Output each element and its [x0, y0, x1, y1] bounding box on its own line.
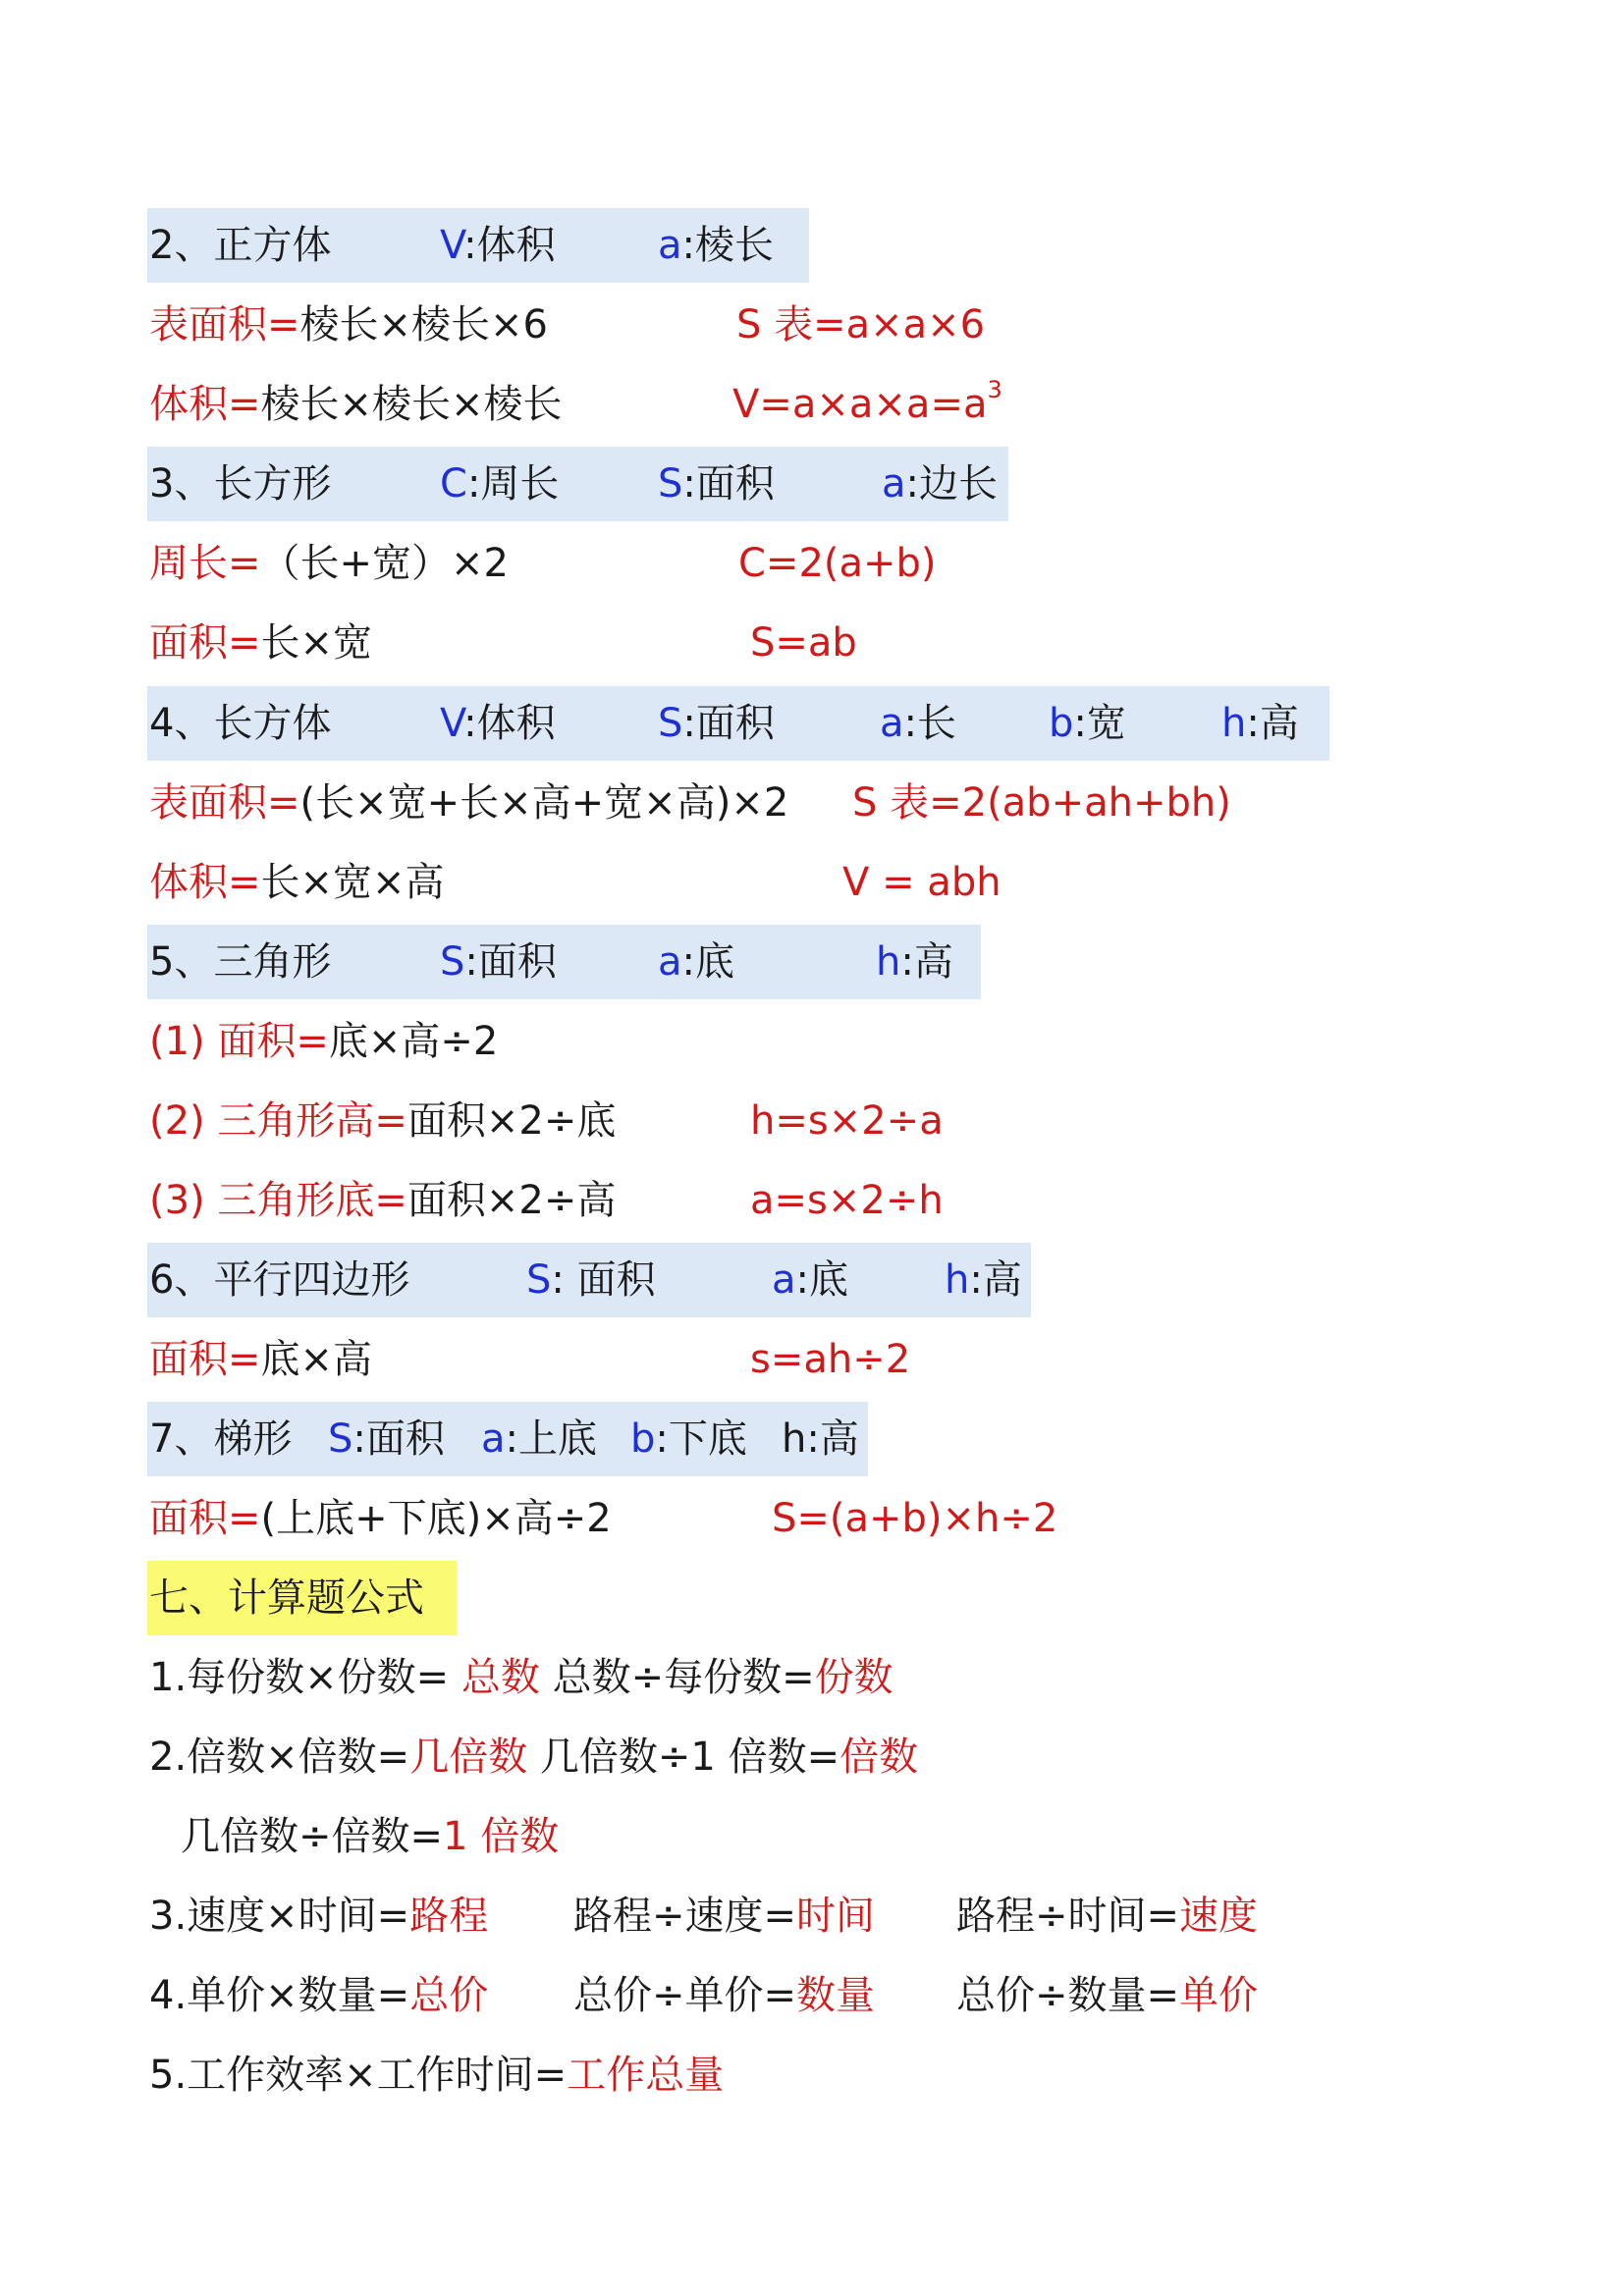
- triangle-r1-label: (1) 面积=: [149, 1019, 329, 1064]
- cube-a-def: a:棱长: [658, 223, 774, 268]
- triangle-heading-title: 5、三角形: [149, 939, 332, 985]
- trapezoid-a-def: a:上底: [481, 1416, 597, 1462]
- rect-area-body: 长×宽: [260, 620, 373, 666]
- parallelogram-area-label: 面积=: [149, 1337, 261, 1382]
- parallelogram-a-def: a:底: [772, 1257, 848, 1303]
- trapezoid-area-formula: S=(a+b)×h÷2: [772, 1496, 1058, 1541]
- triangle-r2-label: (2) 三角形高=: [149, 1098, 407, 1144]
- trapezoid-heading-title: 7、梯形: [149, 1416, 293, 1462]
- trapezoid-b-def: b:下底: [630, 1416, 747, 1462]
- rect-heading-title: 3、长方形: [149, 461, 332, 507]
- cuboid-h-def: h:高: [1221, 701, 1299, 746]
- parallelogram-h-def: h:高: [945, 1257, 1022, 1303]
- cube-heading-title: 2、正方体: [149, 223, 332, 268]
- rect-per-formula: C=2(a+b): [738, 541, 937, 586]
- cube-area-body: 棱长×棱长×6: [299, 302, 548, 347]
- cuboid-vol-body: 长×宽×高: [260, 860, 445, 905]
- rect-area-formula: S=ab: [750, 620, 857, 666]
- triangle-r2-formula: h=s×2÷a: [750, 1098, 944, 1144]
- cuboid-area-formula: S 表=2(ab+ah+bh): [852, 780, 1231, 826]
- cube-vol-formula: $V=a\times a\times a=a^3$: [732, 375, 1002, 427]
- cuboid-vol-label: 体积=: [149, 860, 261, 905]
- parallelogram-area-formula: s=ah÷2: [750, 1337, 911, 1382]
- triangle-r2-body: 面积×2÷底: [406, 1098, 617, 1144]
- triangle-r3-label: (3) 三角形底=: [149, 1178, 407, 1223]
- cuboid-b-def: b:宽: [1049, 701, 1126, 746]
- trapezoid-area-label: 面积=: [149, 1496, 261, 1541]
- cube-area-label: 表面积=: [149, 302, 300, 347]
- rect-per-body: （长+宽）×2: [260, 541, 509, 586]
- parallelogram-area-body: 底×高: [260, 1337, 373, 1382]
- cuboid-area-body: (长×宽+长×高+宽×高)×2: [299, 780, 789, 826]
- cuboid-a-def: a:长: [880, 701, 956, 746]
- cuboid-heading-title: 4、长方体: [149, 701, 332, 746]
- cube-area-formula: S 表=a×a×6: [736, 302, 986, 347]
- rect-a-def: a:边长: [882, 461, 998, 507]
- cube-vol-body: 棱长×棱长×棱长: [260, 382, 563, 427]
- rect-area-label: 面积=: [149, 620, 261, 666]
- rect-per-label: 周长=: [149, 541, 261, 586]
- triangle-h-def: h:高: [876, 939, 953, 985]
- trapezoid-s-def: S:面积: [328, 1416, 445, 1462]
- triangle-s-def: S:面积: [440, 939, 557, 985]
- calc-heading-title: 七、计算题公式: [149, 1575, 424, 1621]
- cuboid-s-def: S:面积: [658, 701, 775, 746]
- triangle-r1-body: 底×高÷2: [328, 1019, 499, 1064]
- rect-s-def: S:面积: [658, 461, 775, 507]
- parallelogram-heading-title: 6、平行四边形: [149, 1257, 410, 1303]
- cube-vol-label: 体积=: [149, 382, 261, 427]
- triangle-r3-body: 面积×2÷高: [406, 1178, 617, 1223]
- cube-v-def: V:体积: [440, 223, 556, 268]
- trapezoid-area-body: (上底+下底)×高÷2: [260, 1496, 612, 1541]
- parallelogram-s-def: S: 面积: [526, 1257, 656, 1303]
- cuboid-vol-formula: V = abh: [842, 860, 1001, 905]
- triangle-r3-formula: a=s×2÷h: [750, 1178, 944, 1223]
- rect-c-def: C:周长: [440, 461, 560, 507]
- trapezoid-h-def: h:高: [782, 1416, 859, 1462]
- cuboid-v-def: V:体积: [440, 701, 556, 746]
- cuboid-area-label: 表面积=: [149, 780, 300, 826]
- triangle-a-def: a:底: [658, 939, 734, 985]
